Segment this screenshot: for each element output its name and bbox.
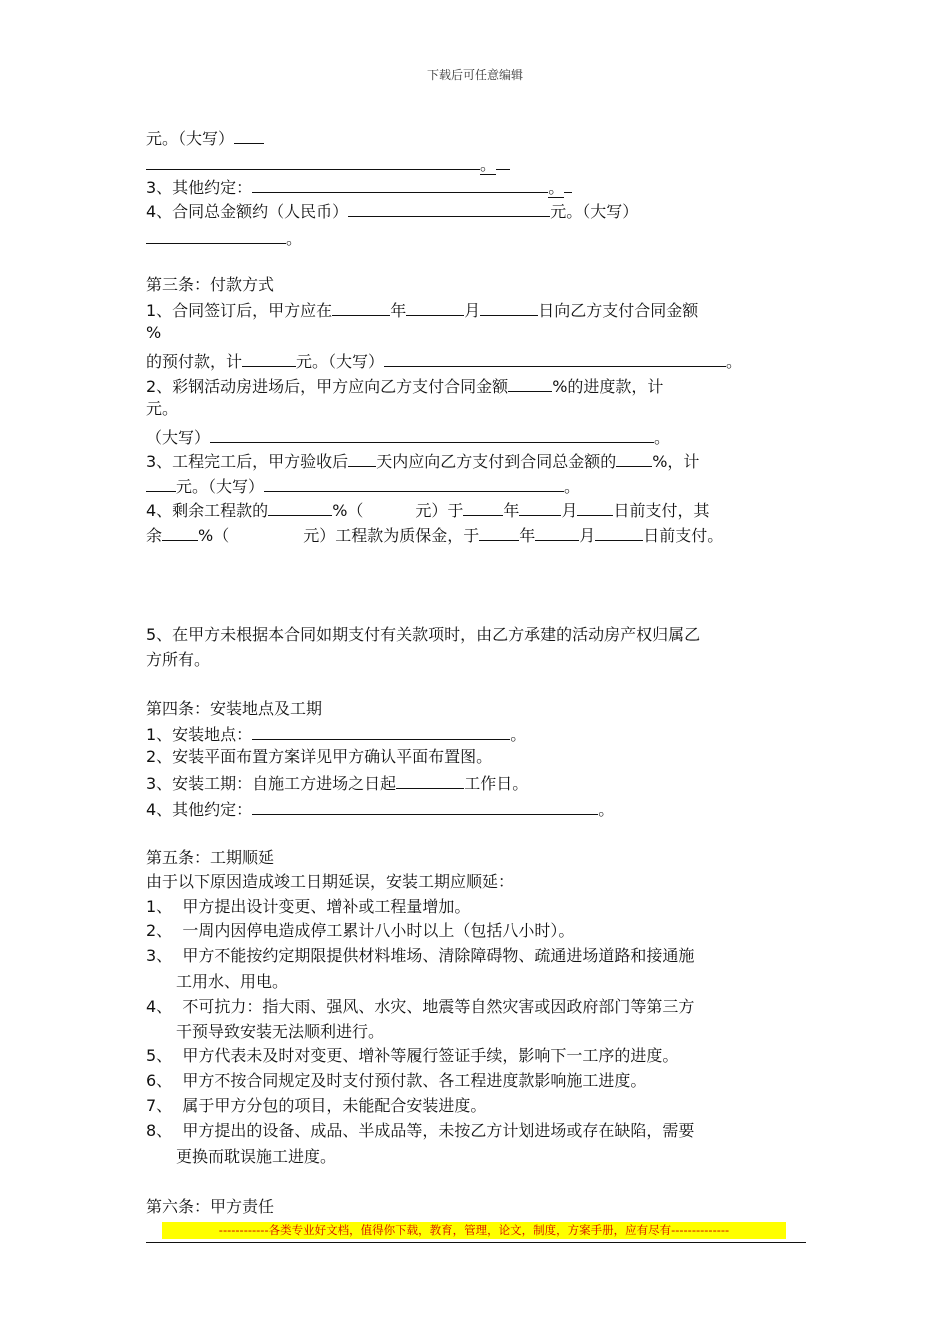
delay-6: 6、 甲方不按合同规定及时支付预付款、各工程进度款影响施工进度。: [146, 1071, 647, 1090]
delay-4: 4、 不可抗力：指大雨、强风、水灾、地震等自然灾害或因政府部门等第三方: [146, 997, 695, 1016]
install-2: 2、安装平面布置方案详见甲方确认平面布置图。: [146, 747, 493, 766]
section-5-title: 第五条：工期顺延: [146, 848, 275, 867]
delay-1: 1、 甲方提出设计变更、增补或工程量增加。: [146, 897, 471, 916]
payment-4-cont: 余 %（ 元）工程款为质保金，于 年 月 日前支付。: [146, 523, 723, 547]
line-total-amount: 4、合同总金额约（人民币） 元。（大写）: [146, 199, 638, 223]
install-4: 4、其他约定： 。: [146, 797, 614, 821]
payment-1: 1、合同签订后，甲方应在 年 月 日向乙方支付合同金额: [146, 298, 698, 322]
section-3-title: 第三条：付款方式: [146, 275, 275, 294]
delay-5: 5、 甲方代表未及时对变更、增补等履行签证手续，影响下一工序的进度。: [146, 1046, 679, 1065]
payment-2: 2、彩钢活动房进场后，甲方应向乙方支付合同金额 %的进度款，计: [146, 374, 663, 398]
delay-2: 2、 一周内因停电造成停工累计八小时以上（包括八小时）。: [146, 921, 575, 940]
delay-7: 7、 属于甲方分包的项目，未能配合安装进度。: [146, 1096, 487, 1115]
line-total-caps: 。: [146, 226, 302, 250]
delay-3: 3、 甲方不能按约定期限提供材料堆场、清除障碍物、疏通进场道路和接通施: [146, 946, 695, 965]
payment-4: 4、剩余工程款的 %（ 元）于 年 月 日前支付，其: [146, 498, 709, 522]
line-other-agreement: 3、其他约定： 。: [146, 175, 572, 199]
footer-rule: [146, 1242, 806, 1243]
line-blank-1: 。: [146, 152, 510, 176]
install-3: 3、安装工期：自施工方进场之日起 工作日。: [146, 771, 528, 795]
payment-3-cont: 元。（大写） 。: [146, 474, 580, 498]
payment-2-cont: 元。: [146, 399, 179, 418]
payment-5-cont: 方所有。: [146, 650, 211, 669]
payment-1-cont: 的预付款，计 元。（大写） 。: [146, 349, 742, 373]
page-header: 下载后可任意编辑: [426, 68, 523, 82]
footer-banner: ------------各类专业好文档，值得你下载，教育，管理，论文，制度，方案手册，应有尽有--------------: [162, 1222, 786, 1239]
payment-2-caps: （大写） 。: [146, 425, 670, 449]
line-amount-caps: 元。（大写）: [146, 126, 264, 150]
delay-3-cont: 工用水、用电。: [176, 972, 289, 991]
delay-8-cont: 更换而耽误施工进度。: [176, 1147, 337, 1166]
payment-1-pct: %: [146, 323, 162, 342]
delay-intro: 由于以下原因造成竣工日期延误，安装工期应顺延：: [146, 872, 515, 891]
payment-5: 5、在甲方未根据本合同如期支付有关款项时，由乙方承建的活动房产权归属乙: [146, 625, 701, 644]
delay-8: 8、 甲方提出的设备、成品、半成品等，未按乙方计划进场或存在缺陷，需要: [146, 1121, 695, 1140]
section-6-title: 第六条：甲方责任: [146, 1197, 275, 1216]
delay-4-cont: 干预导致安装无法顺利进行。: [176, 1022, 385, 1041]
section-4-title: 第四条：安装地点及工期: [146, 699, 323, 718]
payment-3: 3、工程完工后，甲方验收后 天内应向乙方支付到合同总金额的 %，计: [146, 449, 699, 473]
install-1: 1、安装地点： 。: [146, 722, 526, 746]
